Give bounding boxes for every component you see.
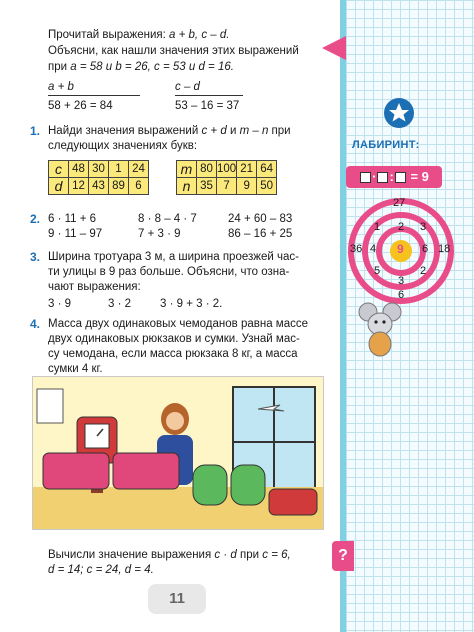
scene-drawing — [33, 377, 323, 529]
task-1-line-2: следующих значениях букв: — [48, 140, 198, 152]
task-3-expr: 3 · 9 — [48, 298, 72, 310]
table-cell: n — [177, 178, 197, 195]
maze-number: 3 — [420, 221, 427, 233]
table-cell: 9 — [237, 178, 257, 195]
task-1-line-1: Найди значения выражений c + d и m – n при — [48, 125, 291, 137]
task-1-number: 1. — [30, 124, 41, 138]
task-4-line-3: су чемодана, если масса рюкзака 8 кг, а масса — [48, 348, 298, 360]
table-cell: 7 — [217, 178, 237, 195]
task-4-number: 4. — [30, 317, 41, 331]
maze-number: 4 — [370, 243, 377, 255]
table-cell: 24 — [129, 161, 149, 178]
task-2-expr: 86 – 16 + 25 — [228, 228, 293, 240]
table-row-n — [177, 178, 277, 195]
task-2-expr: 9 · 11 – 97 — [48, 228, 103, 240]
task-3-line-3: чают выражения: — [48, 281, 141, 293]
task-2-expr: 6 · 11 + 6 — [48, 213, 97, 225]
table-cell: 1 — [109, 161, 129, 178]
maze-number: 27 — [393, 197, 406, 209]
maze-number: 36 — [350, 243, 363, 255]
maze-number: 18 — [438, 243, 451, 255]
star-badge-icon — [384, 98, 414, 128]
table-cell: 43 — [89, 178, 109, 195]
task-2-number: 2. — [30, 212, 41, 226]
mouse-character-icon — [356, 300, 406, 360]
maze-number: 2 — [398, 221, 405, 233]
pink-marker-icon — [322, 36, 346, 60]
cashier-icon — [166, 412, 184, 430]
table-cell: 48 — [69, 161, 89, 178]
table-c-d — [48, 160, 149, 195]
task-3-line-1: Ширина тротуара 3 м, а ширина проезжей час- — [48, 251, 299, 263]
table-cell: c — [49, 161, 69, 178]
table-cell: 80 — [197, 161, 217, 178]
table-cell: 21 — [237, 161, 257, 178]
table-m-n — [176, 160, 277, 195]
frac1-bottom: 58 + 26 = 84 — [48, 100, 113, 112]
backpack-icon — [193, 465, 227, 505]
task-2-expr: 8 · 8 – 4 · 7 — [138, 213, 197, 225]
bottom-line-1: Вычисли значение выражения c · d при c = 6, — [48, 549, 291, 561]
task-3-line-2: ти улицы в 9 раз больше. Объясни, что озна- — [48, 266, 290, 278]
table-cell: 64 — [257, 161, 277, 178]
task-4-line-2: двух одинаковых рюкзаков и сумки. Узнай мас- — [48, 333, 300, 345]
labyrinth-formula: · : = 9 — [346, 166, 442, 188]
table-cell: 50 — [257, 178, 277, 195]
maze-number: 6 — [398, 289, 405, 301]
task-3-expr: 3 · 2 — [108, 298, 132, 310]
maze-number: 6 — [422, 243, 429, 255]
question-marker-icon: ? — [332, 541, 354, 571]
suitcase-icon — [43, 453, 109, 489]
table-cell: 30 — [89, 161, 109, 178]
table-cell: 100 — [217, 161, 237, 178]
luggage-illustration — [32, 376, 324, 530]
maze-center-number: 9 — [397, 242, 404, 256]
table-cell: 35 — [197, 178, 217, 195]
maze-number: 3 — [398, 275, 405, 287]
frac1-line — [48, 95, 140, 96]
task-3-expr: 3 · 9 + 3 · 2. — [160, 298, 223, 310]
task-2-expr: 7 + 3 · 9 — [138, 228, 181, 240]
task-2-expr: 24 + 60 – 83 — [228, 213, 293, 225]
intro-line-3: при a = 58 и b = 26, c = 53 и d = 16. — [48, 61, 234, 73]
maze-number: 1 — [374, 221, 381, 233]
task-3-number: 3. — [30, 250, 41, 264]
table-cell: 89 — [109, 178, 129, 195]
table-cell: m — [177, 161, 197, 178]
intro-line-2: Объясни, как нашли значения этих выражений — [48, 45, 299, 57]
table-row-m — [177, 161, 277, 178]
labyrinth-label: ЛАБИРИНТ: — [352, 139, 420, 151]
frac2-bottom: 53 – 16 = 37 — [175, 100, 240, 112]
task-4-line-4: сумки 4 кг. — [48, 363, 103, 375]
labyrinth-maze — [346, 196, 456, 306]
bag-icon — [269, 489, 317, 515]
table-row-c — [49, 161, 149, 178]
table-cell: d — [49, 178, 69, 195]
intro-line-1: Прочитай выражения: a + b, c – d. — [48, 29, 230, 41]
frac2-top: c – d — [175, 81, 200, 93]
maze-number: 2 — [420, 265, 427, 277]
suitcase-icon — [113, 453, 179, 489]
table-cell: 12 — [69, 178, 89, 195]
maze-number: 5 — [374, 265, 381, 277]
table-cell: 6 — [129, 178, 149, 195]
frac1-top: a + b — [48, 81, 74, 93]
bottom-line-2: d = 14; c = 24, d = 4. — [48, 564, 154, 576]
table-row-d — [49, 178, 149, 195]
task-4-line-1: Масса двух одинаковых чемоданов равна массе — [48, 318, 308, 330]
backpack-icon — [231, 465, 265, 505]
frac2-line — [175, 95, 243, 96]
page-number: 11 — [148, 584, 206, 614]
